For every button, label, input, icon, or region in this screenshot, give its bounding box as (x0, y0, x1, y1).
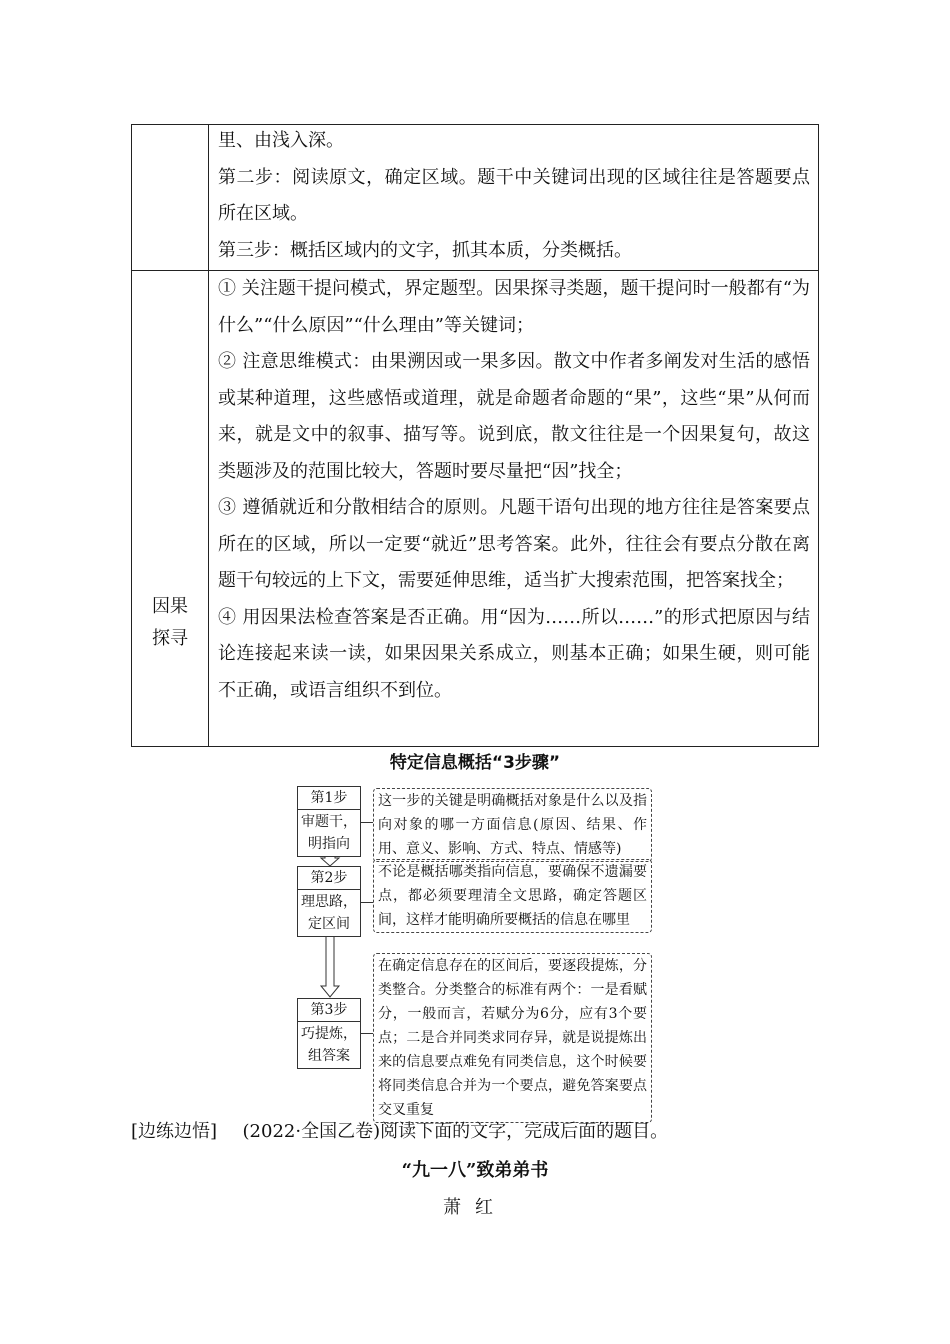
row2-paragraph: ④ 用因果法检查答案是否正确。用“因为……所以……”的形式把原因与结论连接起来读一读，如果因果关系成立，则基本正确；如果生硬，则可能不正确，或语言组织不到位。 (218, 606, 810, 701)
connector (361, 822, 373, 823)
step-desc-1: 这一步的关键是明确概括对象是什么以及指向对象的哪一方面信息(原因、结果、作用、意义、影响、方式、特点、情感等) (373, 788, 652, 862)
diagram-caption: 特定信息概括“3步骤” (389, 753, 561, 773)
table-column-divider (208, 125, 209, 746)
article-author: 萧红 (443, 1197, 507, 1218)
step-head: 第1步 (298, 787, 360, 810)
exercise-tag: [边练边悟] (131, 1121, 218, 1142)
step-head: 第2步 (298, 867, 360, 890)
row2-paragraph: ① 关注题干提问模式，界定题型。因果探寻类题，题干提问时一般都有“为什么”“什么原因”“什么理由”等关键词； (218, 278, 810, 336)
step-box-2 (297, 866, 361, 937)
row1-paragraph: 第二步：阅读原文，确定区域。题干中关键词出现的区域往往是答题要点所在区域。 (218, 166, 810, 224)
step-desc-3: 在确定信息存在的区间后，要逐段提炼，分类整合。分类整合的标准有两个：一是看赋分，一般而言，若赋分为6分，应有3个要点；二是合并同类求同存异，就是说提炼出来的信息要点难免有同类信息，这个时候要将同类信息合并为一个要点，避免答案要点交叉重复 (373, 953, 652, 1123)
arrow-down-icon (321, 932, 339, 997)
step-line: 巧提炼， (301, 1026, 357, 1042)
row2-content (218, 271, 810, 709)
connector (361, 902, 373, 903)
row2-label-line: 探寻 (152, 628, 188, 649)
step-line: 定区间 (308, 916, 350, 932)
step-line: 组答案 (308, 1048, 350, 1064)
step-box-1 (297, 786, 361, 857)
row1-paragraph: 里、由浅入深。 (218, 130, 344, 151)
article-title: “九一八”致弟弟书 (401, 1160, 549, 1181)
row2-label (132, 591, 208, 655)
step-line: 审题干， (301, 814, 357, 830)
row2-label-line: 因果 (152, 596, 188, 617)
exercise-line (131, 1120, 668, 1144)
connector (361, 1033, 373, 1034)
row2-paragraph: ② 注意思维模式：由果溯因或一果多因。散文中作者多阐发对生活的感悟或某种道理，这些感悟或道理，就是命题者命题的“果”，这些“果”从何而来，就是文中的叙事、描写等。说到底，散文往往是一个因果复句，故这类题涉及的范围比较大，答题时要尽量把“因”找全； (218, 351, 810, 482)
step-line: 理思路， (301, 894, 357, 910)
row1-content (218, 123, 810, 269)
exercise-source: (2022·全国乙卷) (242, 1121, 381, 1142)
step-head: 第3步 (298, 999, 360, 1022)
row2-paragraph: ③ 遵循就近和分散相结合的原则。凡题干语句出现的地方往往是答案要点所在的区域，所以一定要“就近”思考答案。此外，往往会有要点分散在离题干句较远的上下文，需要延伸思维，适当扩大搜索范围，把答案找全； (218, 497, 810, 591)
step-desc-2: 不论是概括哪类指向信息，要确保不遗漏要点，都必须要理清全文思路，确定答题区间，这样才能明确所要概括的信息在哪里 (373, 859, 652, 933)
step-line: 明指向 (308, 836, 350, 852)
row1-paragraph: 第三步：概括区域内的文字，抓其本质，分类概括。 (218, 239, 632, 261)
method-table (131, 124, 819, 747)
exercise-instruction: 阅读下面的文字，完成后面的题目。 (380, 1121, 669, 1142)
step-box-3 (297, 998, 361, 1069)
